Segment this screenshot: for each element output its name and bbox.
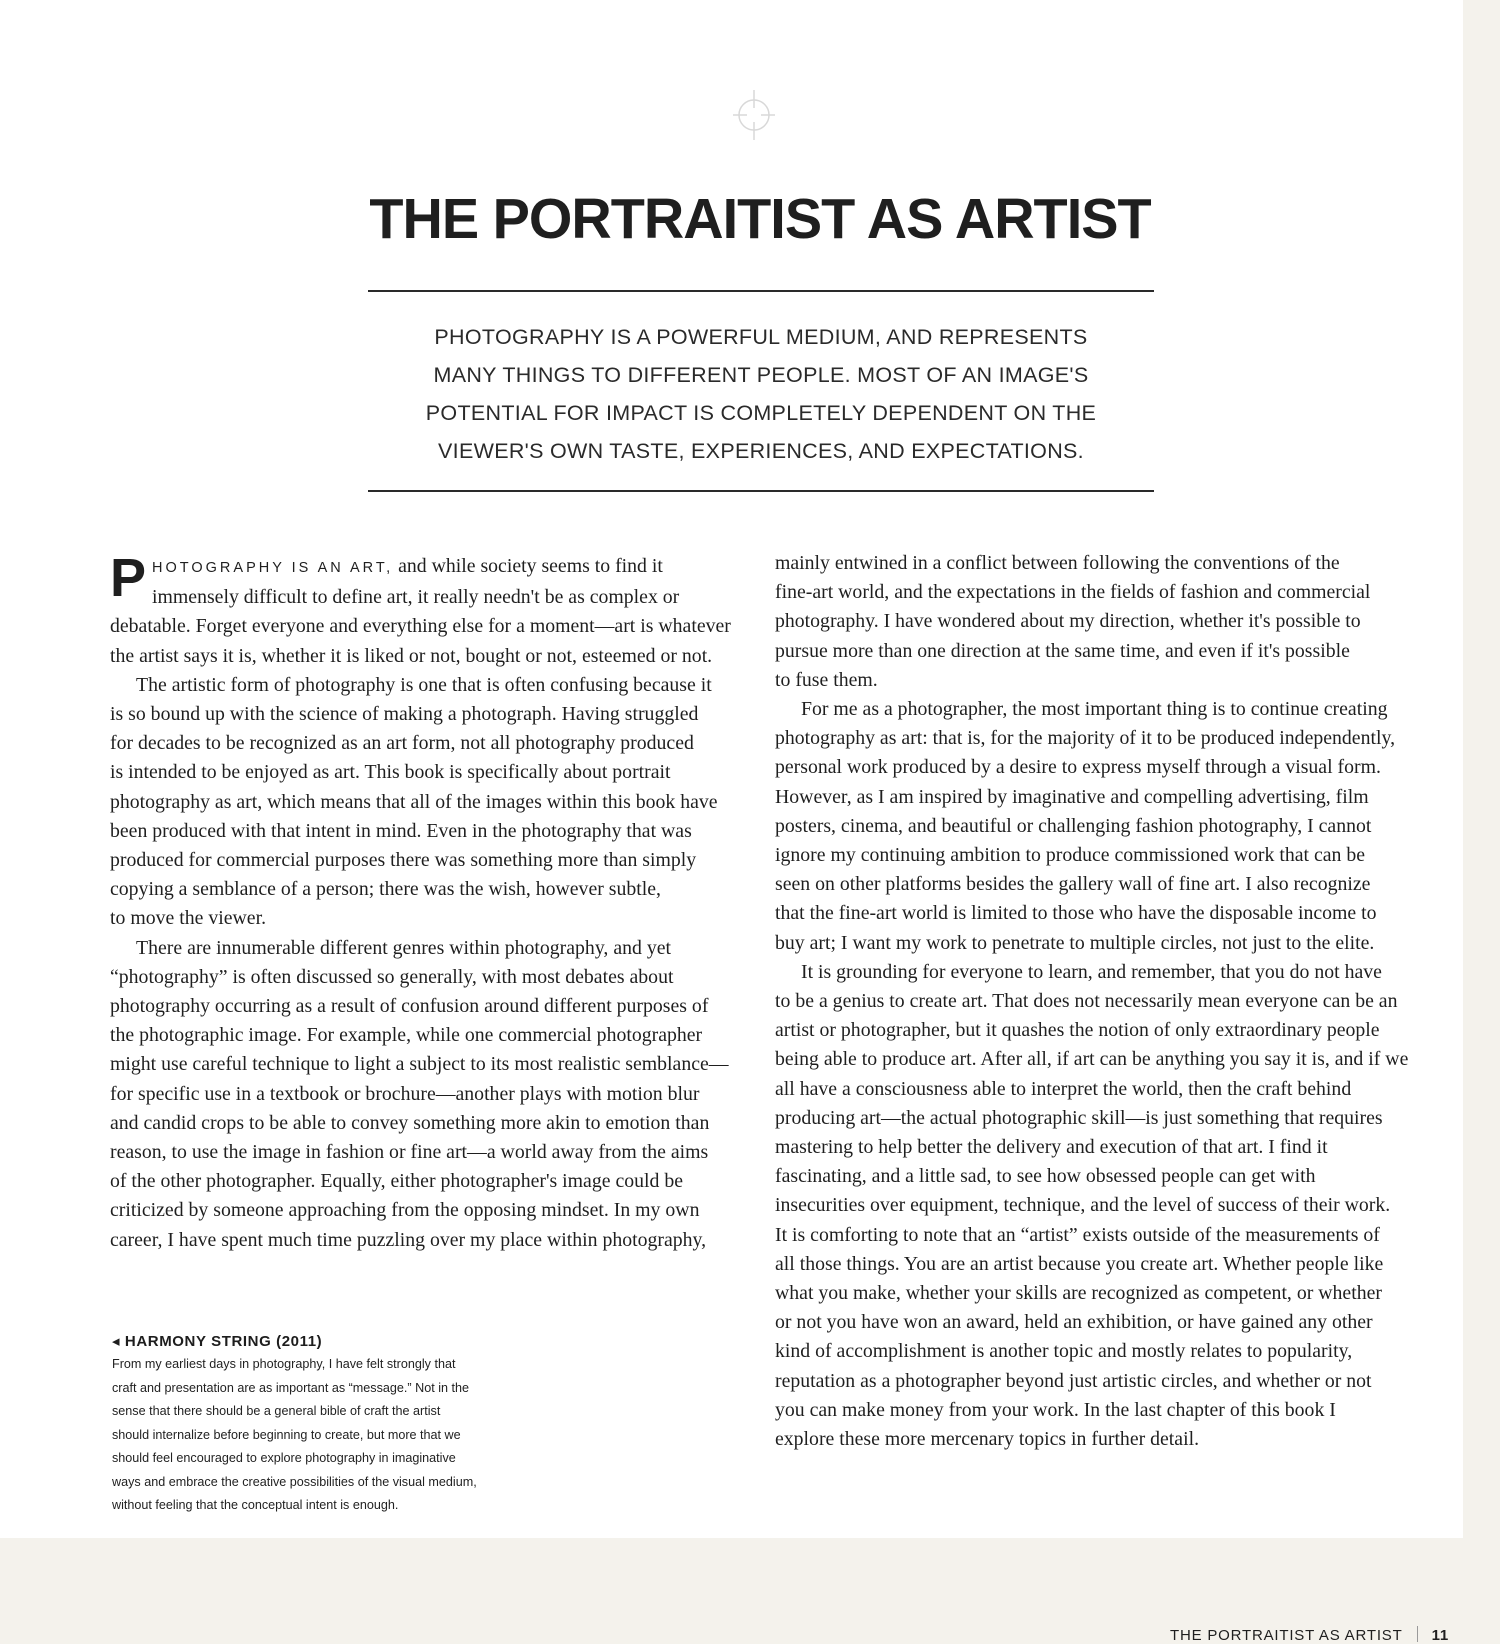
caption-line: without feeling that the conceptual intent is enough. xyxy=(112,1498,399,1512)
caption-line: ways and embrace the creative possibilities of the visual medium, xyxy=(112,1474,477,1489)
body-line: For me as a photographer, the most important thing is to continue creating xyxy=(801,698,1388,721)
body-line: been produced with that intent in mind. Even in the photography that was xyxy=(110,819,692,842)
body-line: ignore my continuing ambition to produce commissioned work that can be xyxy=(775,844,1366,867)
caption-line: From my earliest days in photography, I have felt strongly that xyxy=(112,1357,456,1371)
body-line: to be a genius to create art. That does not necessarily mean everyone can be an xyxy=(775,990,1398,1013)
body-line: photography as art: that is, for the majority of it to be produced independently, xyxy=(775,727,1396,750)
body-line: fine-art world, and the expectations in the fields of fashion and commercial xyxy=(775,581,1371,604)
body-line: photography as art, which means that all of the images within this book have xyxy=(110,790,718,813)
deck-line: MANY THINGS TO DIFFERENT PEOPLE. MOST OF AN IMAGE'S xyxy=(433,363,1089,387)
body-line: the photographic image. For example, while one commercial photographer xyxy=(110,1024,703,1047)
image-caption xyxy=(112,1332,477,1518)
body-line: immensely difficult to define art, it really needn't be as complex or xyxy=(152,586,680,609)
caption-heading: ◂ HARMONY STRING (2011) xyxy=(112,1333,323,1350)
body-line: for specific use in a textbook or brochure—another plays with motion blur xyxy=(110,1082,700,1105)
page-footer xyxy=(1170,1626,1500,1644)
body-line: debatable. Forget everyone and everything else for a moment—art is whatever xyxy=(110,615,731,638)
body-line: produced for commercial purposes there was something more than simply xyxy=(110,849,697,872)
deck-line: POTENTIAL FOR IMPACT IS COMPLETELY DEPENDENT ON THE xyxy=(425,401,1097,425)
body-line: buy art; I want my work to penetrate to multiple circles, not just to the elite. xyxy=(775,931,1375,954)
lead-in: HOTOGRAPHY IS AN ART, xyxy=(152,560,394,576)
body-line: pursue more than one direction at the same time, and even if it's possible xyxy=(775,639,1350,662)
body-line: criticized by someone approaching from the opposing mindset. In my own xyxy=(110,1199,700,1222)
body-line: mastering to help better the delivery and execution of that art. I find it xyxy=(775,1136,1328,1159)
body-line: of the other photographer. Equally, either photographer's image could be xyxy=(110,1170,684,1193)
body-line: career, I have spent much time puzzling over my place within photography, xyxy=(110,1228,707,1251)
body-line: reputation as a photographer beyond just artistic circles, and whether or not xyxy=(775,1369,1372,1392)
body-line: photography occurring as a result of confusion around different purposes of xyxy=(110,995,709,1018)
body-line: fascinating, and a little sad, to see how obsessed people can get with xyxy=(775,1165,1316,1188)
body-line: is so bound up with the science of making a photograph. Having struggled xyxy=(110,703,699,726)
body-line: photography. I have wondered about my direction, whether it's possible to xyxy=(775,610,1361,633)
body-column-left xyxy=(110,548,742,1255)
body-line: to fuse them. xyxy=(775,668,878,691)
crosshair-ornament-icon xyxy=(731,88,777,142)
body-line: posters, cinema, and beautiful or challenging fashion photography, I cannot xyxy=(775,814,1372,837)
body-line: personal work produced by a desire to express myself through a visual form. xyxy=(775,756,1381,779)
body-line: insecurities over equipment, technique, and the level of success of their work. xyxy=(775,1194,1391,1217)
body-line: artist or photographer, but it quashes the notion of only extraordinary people xyxy=(775,1019,1380,1042)
body-line: producing art—the actual photographic skill—is just something that requires xyxy=(775,1106,1383,1129)
bottom-rule xyxy=(368,490,1154,492)
body-line: It is comforting to note that an “artist” exists outside of the measurements of xyxy=(775,1223,1380,1246)
body-column-right xyxy=(775,549,1415,1454)
body-line: copying a semblance of a person; there was the wish, however subtle, xyxy=(110,878,661,901)
caption-body xyxy=(112,1353,477,1518)
body-line: all those things. You are an artist because you create art. Whether people like xyxy=(775,1252,1384,1275)
body-line: “photography” is often discussed so generally, with most debates about xyxy=(110,965,674,988)
body-line: is intended to be enjoyed as art. This book is specifically about portrait xyxy=(110,761,671,784)
body-line: reason, to use the image in fashion or fine art—a world away from the aims xyxy=(110,1141,709,1164)
body-line: There are innumerable different genres within photography, and yet xyxy=(136,936,671,959)
drop-cap: P xyxy=(110,548,147,608)
body-line: The artistic form of photography is one that is often confusing because it xyxy=(136,673,712,696)
body-line: HOTOGRAPHY IS AN ART, and while society seems to find it xyxy=(152,555,663,577)
caption-line: should feel encouraged to explore photography in imaginative xyxy=(112,1451,456,1465)
body-line: or not you have won an award, held an exhibition, or have gained any other xyxy=(775,1311,1373,1334)
body-line: kind of accomplishment is another topic and mostly relates to popularity, xyxy=(775,1340,1353,1363)
body-line: being able to produce art. After all, if art can be anything you say it is, and if we xyxy=(775,1048,1409,1071)
body-line: mainly entwined in a conflict between following the conventions of the xyxy=(775,552,1340,574)
body-line: explore these more mercenary topics in further detail. xyxy=(775,1428,1200,1451)
body-line: for decades to be recognized as an art form, not all photography produced xyxy=(110,732,694,755)
running-head: THE PORTRAITIST AS ARTIST xyxy=(1170,1627,1403,1644)
body-line: what you make, whether your skills are recognized as competent, or whether xyxy=(775,1282,1382,1305)
deck-intro xyxy=(368,318,1154,470)
body-line: you can make money from your work. In the last chapter of this book I xyxy=(775,1398,1336,1421)
deck-line: PHOTOGRAPHY IS A POWERFUL MEDIUM, AND REPRESENTS xyxy=(434,325,1088,349)
body-line: seen on other platforms besides the gallery wall of fine art. I also recognize xyxy=(775,873,1371,896)
caption-line: sense that there should be a general bible of craft the artist xyxy=(112,1404,441,1418)
body-line: It is grounding for everyone to learn, and remember, that you do not have xyxy=(801,960,1382,983)
body-line: that the fine-art world is limited to those who have the disposable income to xyxy=(775,902,1377,925)
page-number: 11 xyxy=(1431,1627,1450,1644)
deck-line: VIEWER'S OWN TASTE, EXPERIENCES, AND EXPECTATIONS. xyxy=(438,439,1084,463)
caption-line: should internalize before beginning to create, but more that we xyxy=(112,1427,461,1442)
body-line: all have a consciousness able to interpret the world, then the craft behind xyxy=(775,1077,1352,1100)
body-line: and candid crops to be able to convey something more akin to emotion than xyxy=(110,1111,710,1134)
top-rule xyxy=(368,290,1154,292)
page-title: THE PORTRAITIST AS ARTIST xyxy=(369,187,1151,251)
body-line: However, as I am inspired by imaginative and compelling advertising, film xyxy=(775,785,1369,808)
caption-line: craft and presentation are as important as “message.” Not in the xyxy=(112,1380,470,1395)
body-line: might use careful technique to light a subject to its most realistic semblance— xyxy=(110,1053,729,1076)
body-line: the artist says it is, whether it is liked or not, bought or not, esteemed or not. xyxy=(110,644,713,667)
body-line: to move the viewer. xyxy=(110,907,267,930)
